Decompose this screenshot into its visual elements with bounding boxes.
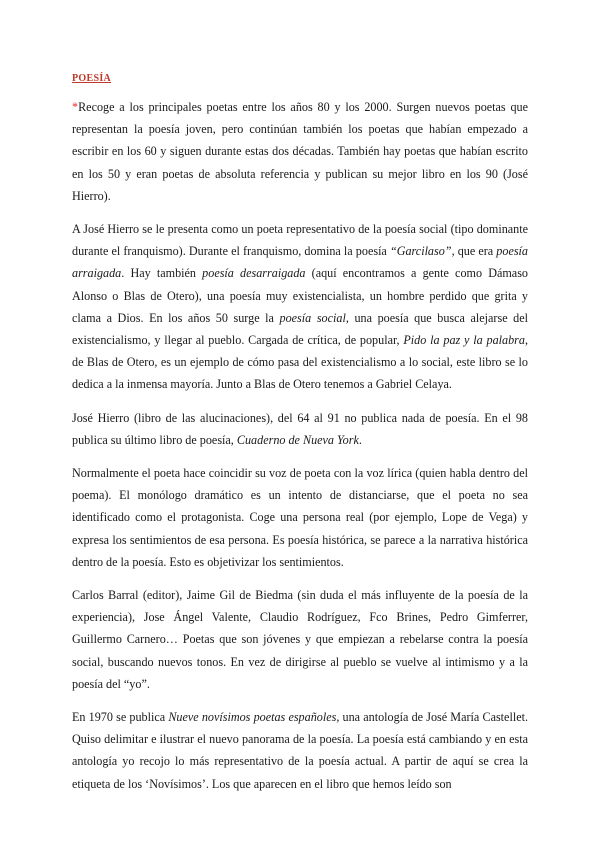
term-garcilaso: “Garcilaso” bbox=[389, 244, 452, 259]
paragraph-monologo: Normalmente el poeta hace coincidir su voz de poeta con la voz lírica (quien habla dentro del poema). El monólogo dramático es un intento de distanciarse, que el poeta no sea identificado como el protagonista. Coge una persona real (por ejemplo, Lope de Vega) y expresa los sentimientos de esa persona. Es poesía histórica, se parece a la narrativa histórica dentro de la poesía. Esto es objetivizar los sentimientos. bbox=[72, 466, 528, 569]
book-title-cuaderno: Cuaderno de Nueva York bbox=[236, 432, 359, 447]
book-title-pido-la-paz: Pido la paz y la palabra bbox=[403, 333, 525, 348]
asterisk-mark: * bbox=[72, 100, 79, 114]
text-segment: , de Blas de Otero, es un ejemplo de cómo pasa del existencialismo a lo social, este libro se lo dedica a la inmensa mayoría. Junto a Blas de Otero tenemos a Gabriel Celaya. bbox=[72, 333, 528, 392]
paragraph-hierro-books bbox=[72, 407, 528, 451]
paragraph-poets-list: Carlos Barral (editor), Jaime Gil de Biedma (sin duda el más influyente de la poesía de la experiencia), Jose Ángel Valente, Claudio Rodríguez, Fco Brines, Pedro Gimferrer, Guillermo Carnero… Poetas que son jóvenes y que empiezan a rebelarse contra la poesía social, buscando nuevos tonos. En vez de dirigirse al pueblo se vuelve al intimismo y a la poesía del “yo”. bbox=[72, 588, 528, 691]
text-segment: , una antología de José María Castellet. Quiso delimitar e ilustrar el nuevo panorama de la poesía. La poesía está cambiando y en esta antología yo recojo lo más representativo de la poesía actual. A partir de aquí se crea la etiqueta de los ‘Novísimos’. Los que aparecen en el libro que hemos leído son bbox=[72, 710, 528, 791]
text-segment: . Hay también bbox=[121, 266, 203, 281]
text-segment: , que era bbox=[451, 244, 497, 259]
section-title: POESÍA bbox=[72, 73, 112, 84]
paragraph-intro-text: Recoge a los principales poetas entre los años 80 y los 2000. Surgen nuevos poetas que representan la poesía joven, pero continúan también los poetas que habían empezado a escribir en los 60 y siguen durante estas dos décadas. También hay poetas que habían escrito en los 50 y eran poetas de absoluta referencia y publican su mejor libro en los 90 (José Hierro). bbox=[72, 100, 528, 203]
paragraph-jose-hierro bbox=[72, 218, 528, 396]
term-poesia-arraigada: poesía arraigada bbox=[72, 244, 528, 281]
text-segment: , una poesía que busca alejarse del existencialismo, y llegar al pueblo. Cargada de crítica, de popular, bbox=[72, 310, 529, 348]
text-segment: . bbox=[358, 432, 362, 447]
book-title-nueve-novisimos: Nueve novísimos poetas españoles bbox=[168, 710, 337, 725]
document-page bbox=[72, 68, 528, 806]
text-segment: A José Hierro se le presenta como un poeta representativo de la poesía social (tipo dominante durante el franquismo). Durante el franquismo, domina la poesía bbox=[72, 222, 528, 259]
text-segment: José Hierro (libro de las alucinaciones), del 64 al 91 no publica nada de poesía. En el 98 publica su último libro de poesía, bbox=[72, 410, 528, 447]
paragraph-intro bbox=[72, 96, 528, 207]
text-segment: (aquí encontramos a gente como Dámaso Alonso o Blas de Otero), una poesía muy existencialista, un hombre perdido que grita y clama a Dios. En los años 50 surge la bbox=[72, 266, 528, 325]
paragraph-novisimos bbox=[72, 706, 528, 795]
term-poesia-desarraigada: poesía desarraigada bbox=[202, 266, 306, 281]
text-segment: En 1970 se publica bbox=[72, 710, 169, 725]
term-poesia-social: poesía social bbox=[279, 310, 346, 325]
